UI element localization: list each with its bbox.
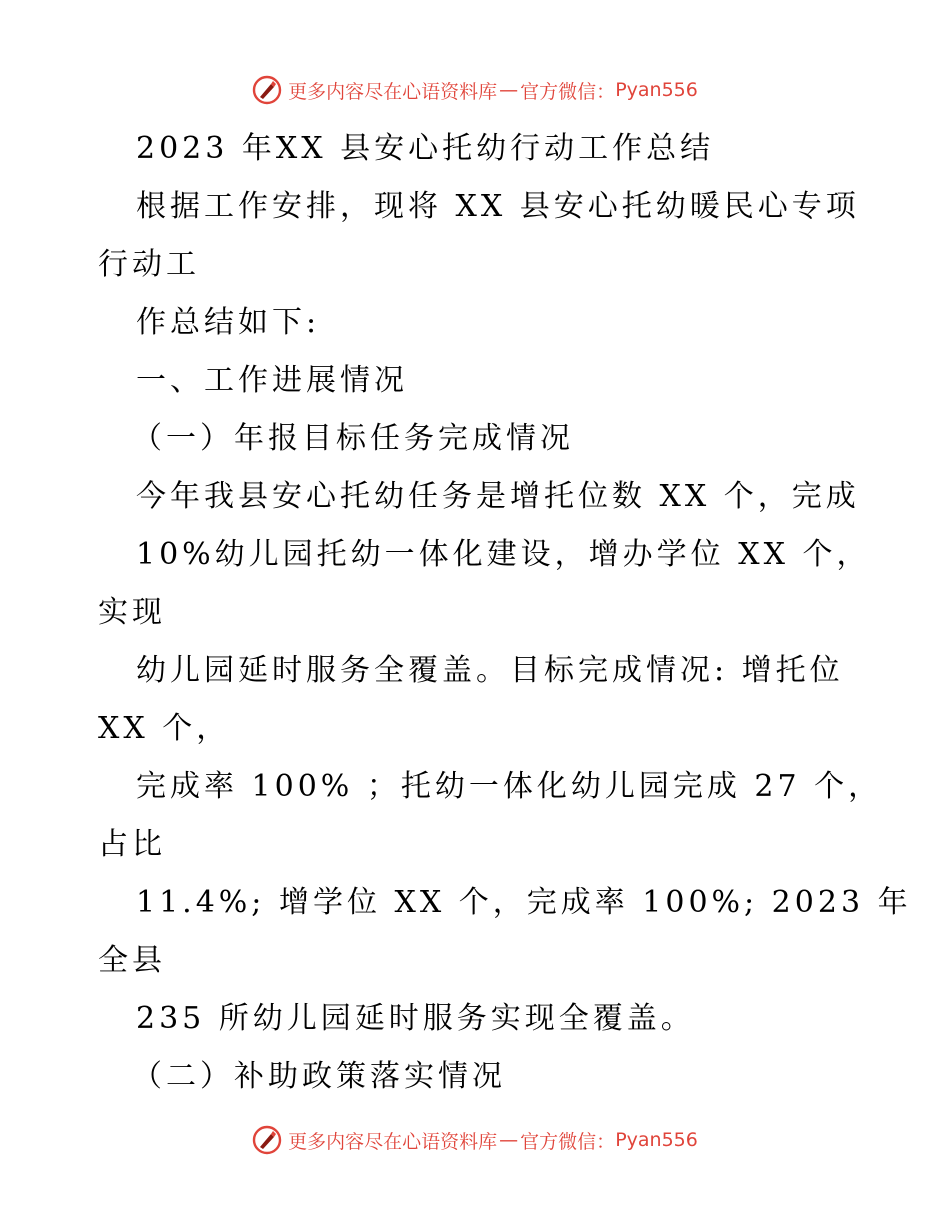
pen-logo-icon (252, 1125, 282, 1155)
subsection-heading: （二）补助政策落实情况 (132, 1059, 506, 1094)
paragraph-line: 占比 (98, 827, 166, 862)
document-body (98, 120, 912, 1106)
paragraph-line: 实现 (98, 595, 166, 630)
pen-logo-icon (252, 75, 282, 105)
banner-site-text: 更多内容尽在心语资料库 (288, 1130, 498, 1153)
section-heading: 一、工作进展情况 (136, 363, 408, 398)
paragraph-line: 全县 (98, 943, 166, 978)
banner-dash: — (499, 79, 519, 101)
banner-site-text: 更多内容尽在心语资料库 (288, 80, 498, 103)
paragraph-line: 235 所幼儿园延时服务实现全覆盖。 (136, 1001, 695, 1036)
banner-wechat-label: 官方微信： (520, 80, 616, 103)
paragraph-line: 10%幼儿园托幼一体化建设，增办学位 XX 个， (136, 537, 871, 572)
paragraph-line: 根据工作安排，现将 XX 县安心托幼暖民心专项 (136, 189, 860, 224)
paragraph-line: 完成率 100% ；托幼一体化幼儿园完成 27 个， (136, 769, 883, 804)
banner-wechat-label: 官方微信： (520, 1130, 616, 1153)
paragraph-line: 11.4%; 增学位 XX 个，完成率 100%; 2023 年 (136, 885, 912, 920)
banner-dash: — (499, 1129, 519, 1151)
banner-wechat-id: Pyan556 (615, 79, 698, 101)
header-watermark-banner (0, 70, 950, 110)
subsection-heading: （一）年报目标任务完成情况 (132, 421, 574, 456)
document-title: 2023 年XX 县安心托幼行动工作总结 (136, 131, 715, 166)
paragraph-line: 幼儿园延时服务全覆盖。目标完成情况: 增托位 (136, 653, 844, 688)
paragraph-line: XX 个， (98, 711, 231, 746)
paragraph-line: 行动工 (98, 247, 200, 282)
banner-wechat-id: Pyan556 (615, 1129, 698, 1151)
footer-watermark-banner (0, 1120, 950, 1160)
paragraph-line: 今年我县安心托幼任务是增托位数 XX 个，完成 (136, 479, 860, 514)
paragraph-line: 作总结如下: (136, 305, 321, 340)
